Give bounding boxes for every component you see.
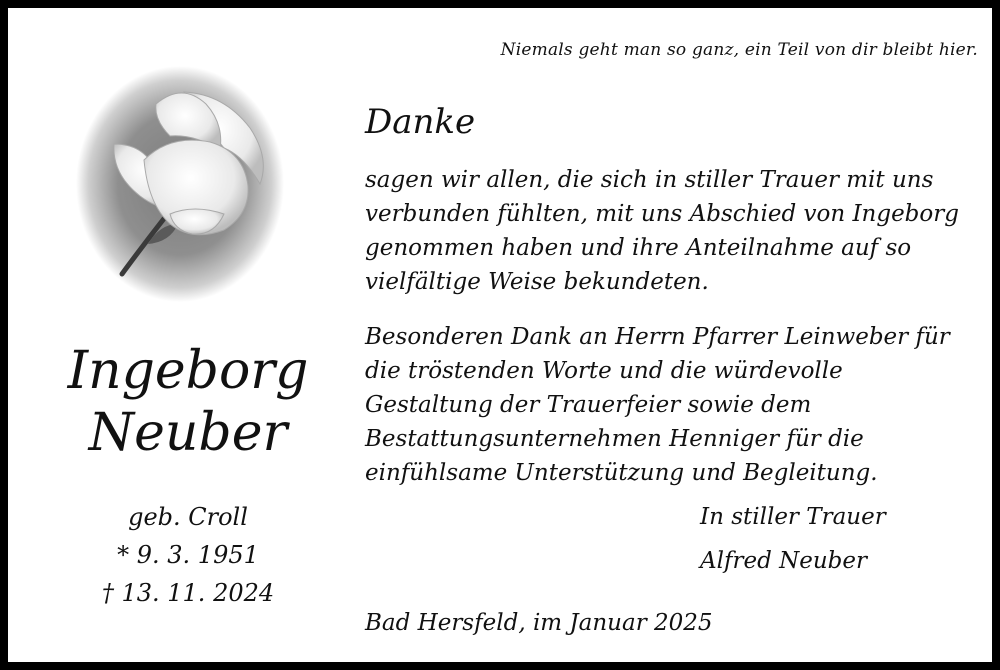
- place-date: Bad Hersfeld, im Januar 2025: [365, 610, 713, 636]
- last-name: Neuber: [88, 403, 288, 463]
- life-dates: [63, 498, 313, 612]
- heading-danke: Danke: [365, 102, 476, 142]
- birth-date: * 9. 3. 1951: [117, 541, 259, 569]
- signature-name: Alfred Neuber: [700, 548, 867, 574]
- signature-block: [700, 495, 886, 583]
- rose-photo: [74, 64, 286, 304]
- death-date: † 13. 11. 2024: [101, 579, 275, 607]
- first-name: Ingeborg: [67, 341, 309, 401]
- signature-line: In stiller Trauer: [700, 504, 886, 530]
- maiden-name: geb. Croll: [128, 503, 248, 531]
- special-thanks-paragraph: Besonderen Dank an Herrn Pfarrer Leinweber für die tröstenden Worte und die würdevolle Gestaltung der Trauerfeier sowie dem Bestattungsunternehmen Henniger für die einfühlsame Unterstützung und Begleitung.: [365, 324, 950, 486]
- thanks-paragraph: sagen wir allen, die sich in stiller Trauer mit uns verbunden fühlten, mit uns Abschied von Ingeborg genommen haben und ihre Anteilnahme auf so vielfältige Weise bekundeten.: [365, 167, 959, 295]
- motto-text: Niemals geht man so ganz, ein Teil von dir bleibt hier.: [500, 40, 978, 60]
- deceased-name: [38, 340, 338, 464]
